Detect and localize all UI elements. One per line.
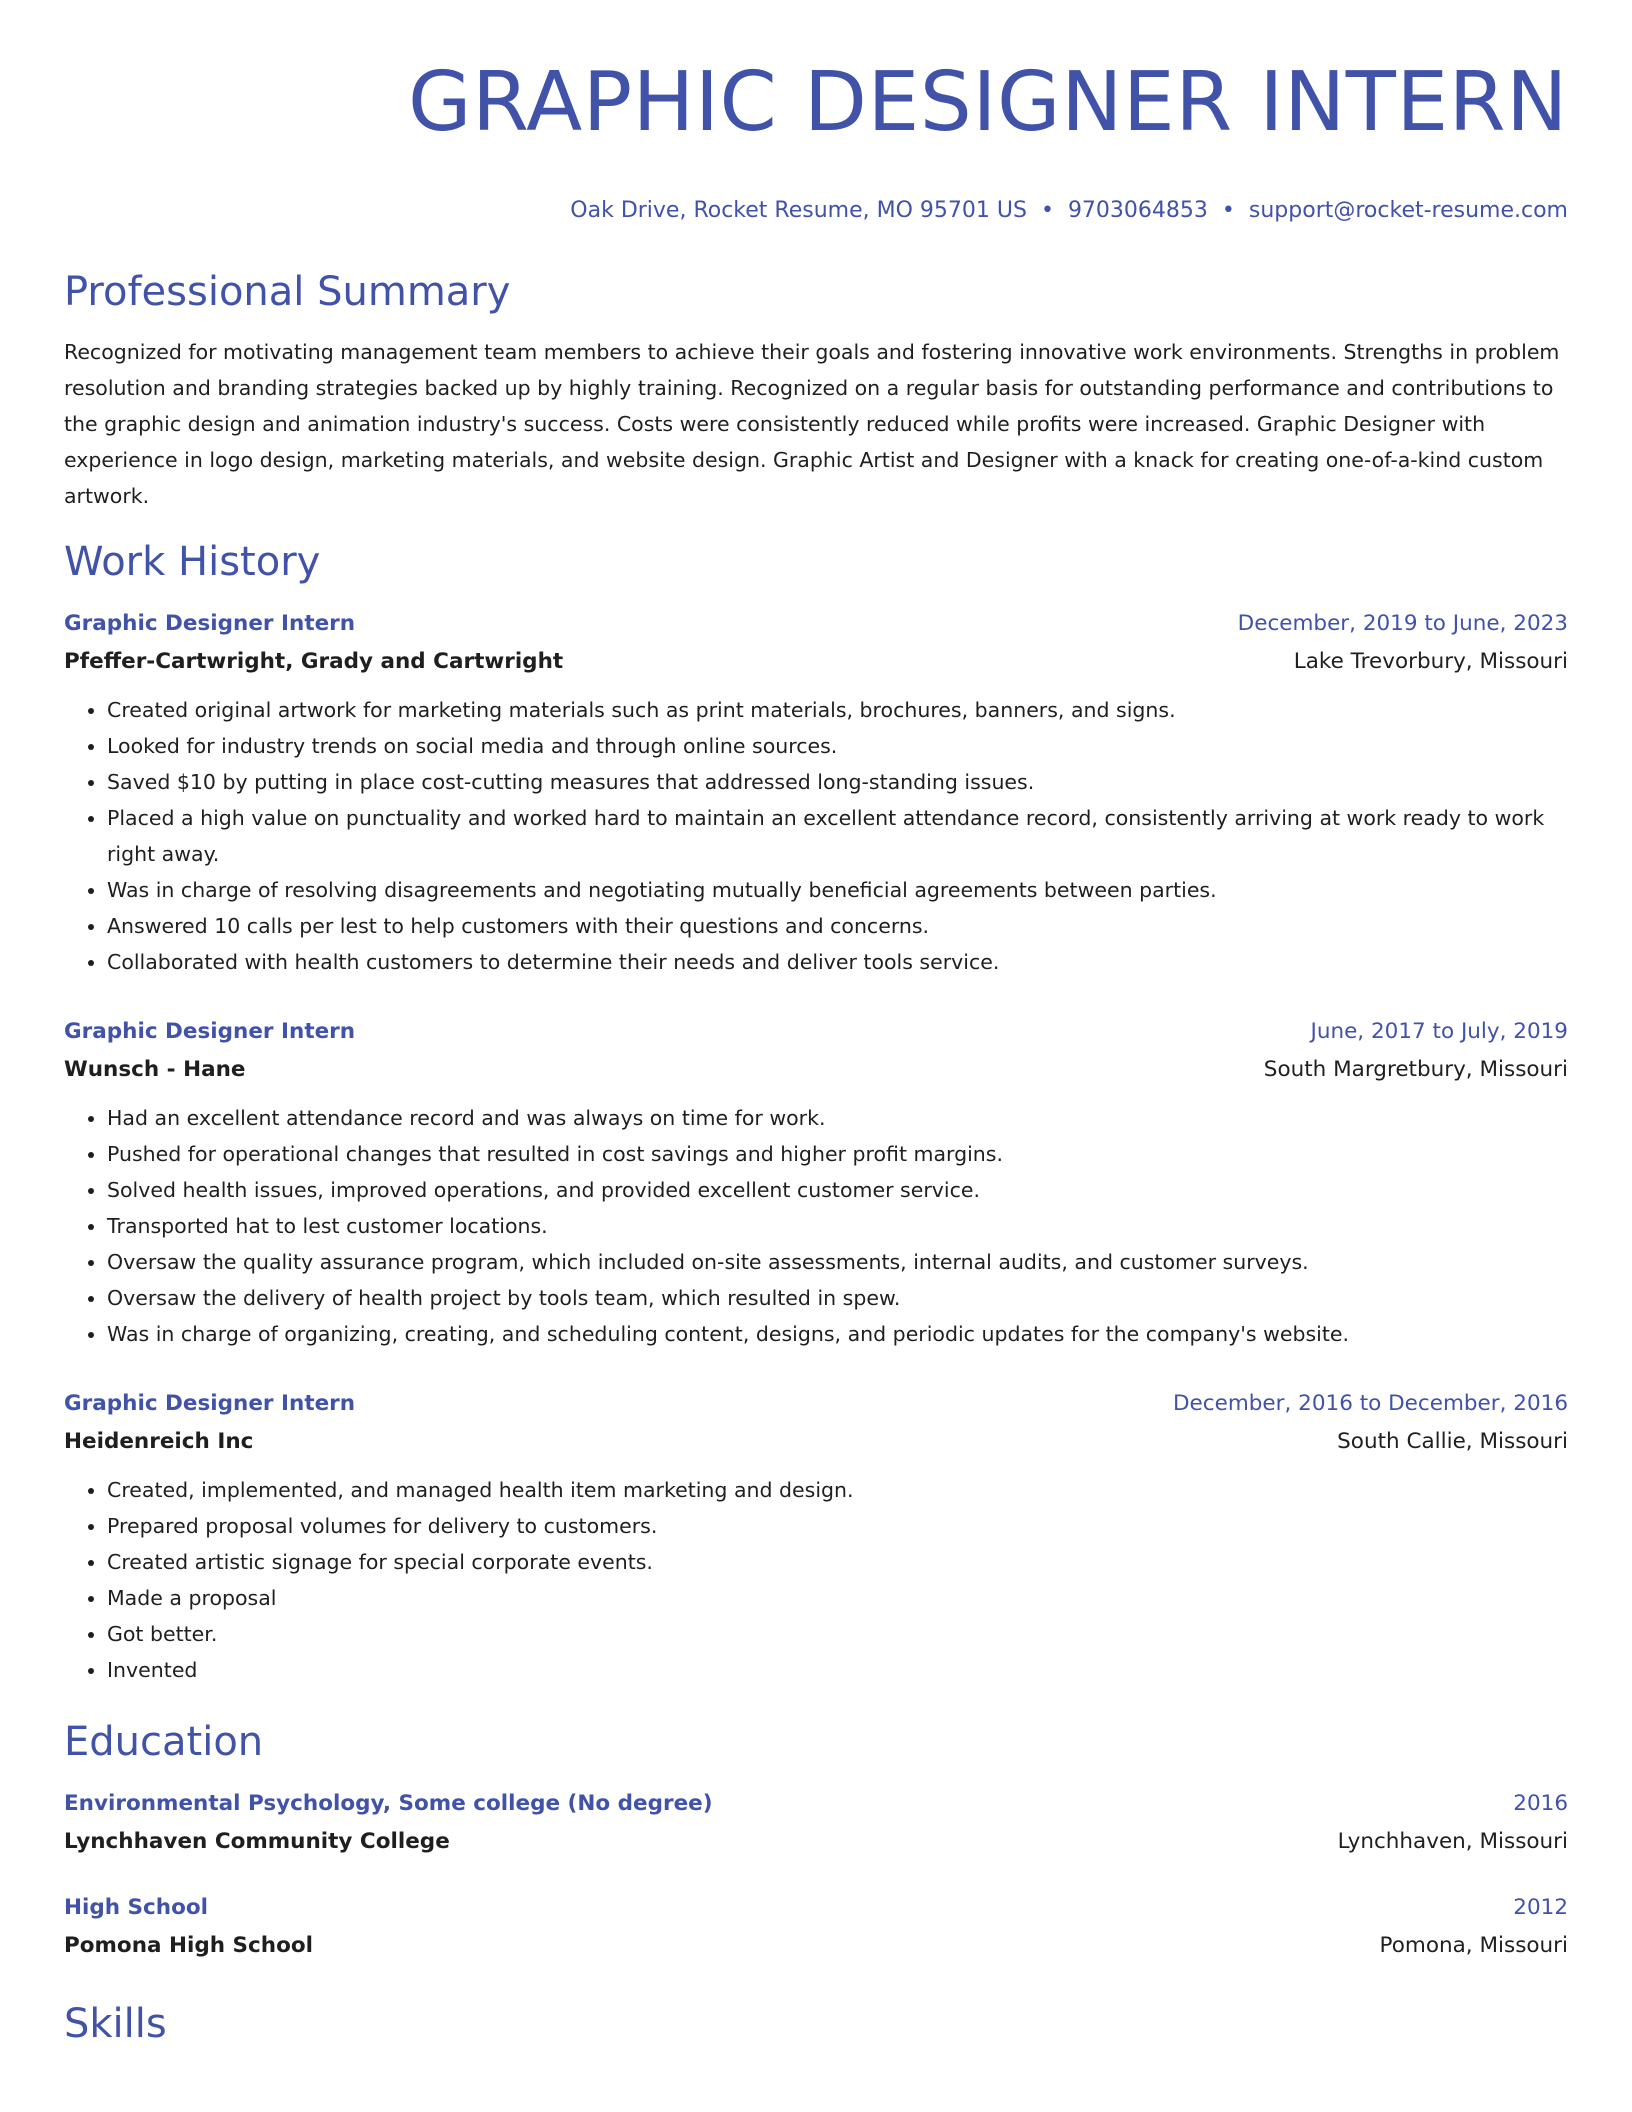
job-role: Graphic Designer Intern <box>64 1391 356 1416</box>
resume-name: GRAPHIC DESIGNER INTERN <box>407 55 1568 150</box>
education-school-row <box>64 1926 1568 1966</box>
job-bullet: • Made a proposal <box>107 1580 1568 1616</box>
work-history-heading: Work History <box>64 539 321 585</box>
job-bullet: • Created artistic signage for special corporate events. <box>107 1544 1568 1580</box>
job-bullet: • Created original artwork for marketing materials such as print materials, brochures, banners, and signs. <box>107 692 1568 728</box>
job-bullet: • Transported hat to lest customer locations. <box>107 1208 1568 1244</box>
education-school: Lynchhaven Community College <box>64 1829 450 1854</box>
job-header-row <box>64 1386 1568 1422</box>
job-company: Pfeffer-Cartwright, Grady and Cartwright <box>64 649 564 674</box>
job-entry <box>64 1386 1568 1688</box>
education-header-row <box>64 1786 1568 1822</box>
contact-separator: • <box>1221 198 1235 223</box>
job-role: Graphic Designer Intern <box>64 1019 356 1044</box>
job-bullet: • Had an excellent attendance record and was always on time for work. <box>107 1100 1568 1136</box>
contact-phone: 9703064853 <box>1067 198 1208 223</box>
job-bullet: • Was in charge of organizing, creating, and scheduling content, designs, and periodic updates for the company's website. <box>107 1316 1568 1352</box>
job-bullet: • Oversaw the quality assurance program, which included on-site assessments, internal audits, and customer surveys. <box>107 1244 1568 1280</box>
job-bullet: • Looked for industry trends on social media and through online sources. <box>107 728 1568 764</box>
job-bullet: • Answered 10 calls per lest to help customers with their questions and concerns. <box>107 908 1568 944</box>
education-school-row <box>64 1822 1568 1862</box>
job-bullet: • Invented <box>107 1652 1568 1688</box>
job-location: South Margretbury, Missouri <box>1263 1057 1568 1082</box>
education-location: Lynchhaven, Missouri <box>1337 1829 1568 1854</box>
job-bullet: • Saved $10 by putting in place cost-cutting measures that addressed long-standing issues. <box>107 764 1568 800</box>
job-company-row <box>64 1422 1568 1462</box>
summary-heading: Professional Summary <box>64 269 511 315</box>
summary-text: Recognized for motivating management team members to achieve their goals and fostering innovative work environments. Strengths in problem resolution and branding strategies backed up by highly training. Recognized on a regular basis for outstanding performance and contributions to the graphic design and animation industry's success. Costs were consistently reduced while profits were increased. Graphic Designer with experience in logo design, marketing materials, and website design. Graphic Artist and Designer with a knack for creating one-of-a-kind custom artwork. <box>64 340 1560 508</box>
education-heading: Education <box>64 1719 264 1765</box>
contact-line <box>64 196 1568 226</box>
job-bullet: • Was in charge of resolving disagreements and negotiating mutually beneficial agreements between parties. <box>107 872 1568 908</box>
job-header-row <box>64 606 1568 642</box>
education-year: 2012 <box>1513 1895 1568 1920</box>
job-bullet-list <box>64 1472 1568 1688</box>
job-company-row <box>64 1050 1568 1090</box>
job-company: Heidenreich Inc <box>64 1429 254 1454</box>
education-degree: Environmental Psychology, Some college (No degree) <box>64 1791 713 1816</box>
skills-heading: Skills <box>64 2001 167 2047</box>
job-entry <box>64 1014 1568 1352</box>
job-bullet: • Collaborated with health customers to determine their needs and deliver tools service. <box>107 944 1568 980</box>
job-role: Graphic Designer Intern <box>64 611 356 636</box>
education-school: Pomona High School <box>64 1933 313 1958</box>
job-bullet: • Pushed for operational changes that resulted in cost savings and higher profit margins. <box>107 1136 1568 1172</box>
job-entry <box>64 606 1568 980</box>
job-company: Wunsch - Hane <box>64 1057 246 1082</box>
education-location: Pomona, Missouri <box>1379 1933 1568 1958</box>
job-location: South Callie, Missouri <box>1337 1429 1568 1454</box>
education-entry <box>64 1786 1568 1862</box>
job-bullet-list <box>64 1100 1568 1352</box>
contact-address: Oak Drive, Rocket Resume, MO 95701 US <box>570 198 1027 223</box>
education-entry <box>64 1890 1568 1966</box>
job-bullet: • Placed a high value on punctuality and worked hard to maintain an excellent attendance record, consistently arriving at work ready to work right away. <box>107 800 1568 872</box>
contact-separator: • <box>1040 198 1054 223</box>
job-header-row <box>64 1014 1568 1050</box>
education-header-row <box>64 1890 1568 1926</box>
job-bullet: • Oversaw the delivery of health project by tools team, which resulted in spew. <box>107 1280 1568 1316</box>
education-year: 2016 <box>1513 1791 1568 1816</box>
job-company-row <box>64 642 1568 682</box>
education-degree: High School <box>64 1895 208 1920</box>
job-dates: December, 2016 to December, 2016 <box>1173 1391 1568 1416</box>
job-bullet: • Prepared proposal volumes for delivery to customers. <box>107 1508 1568 1544</box>
job-bullet: • Created, implemented, and managed health item marketing and design. <box>107 1472 1568 1508</box>
contact-email: support@rocket-resume.com <box>1248 198 1568 223</box>
job-bullet-list <box>64 692 1568 980</box>
job-dates: December, 2019 to June, 2023 <box>1237 611 1568 636</box>
job-bullet: • Got better. <box>107 1616 1568 1652</box>
job-dates: June, 2017 to July, 2019 <box>1310 1019 1568 1044</box>
job-bullet: • Solved health issues, improved operations, and provided excellent customer service. <box>107 1172 1568 1208</box>
job-location: Lake Trevorbury, Missouri <box>1293 649 1568 674</box>
